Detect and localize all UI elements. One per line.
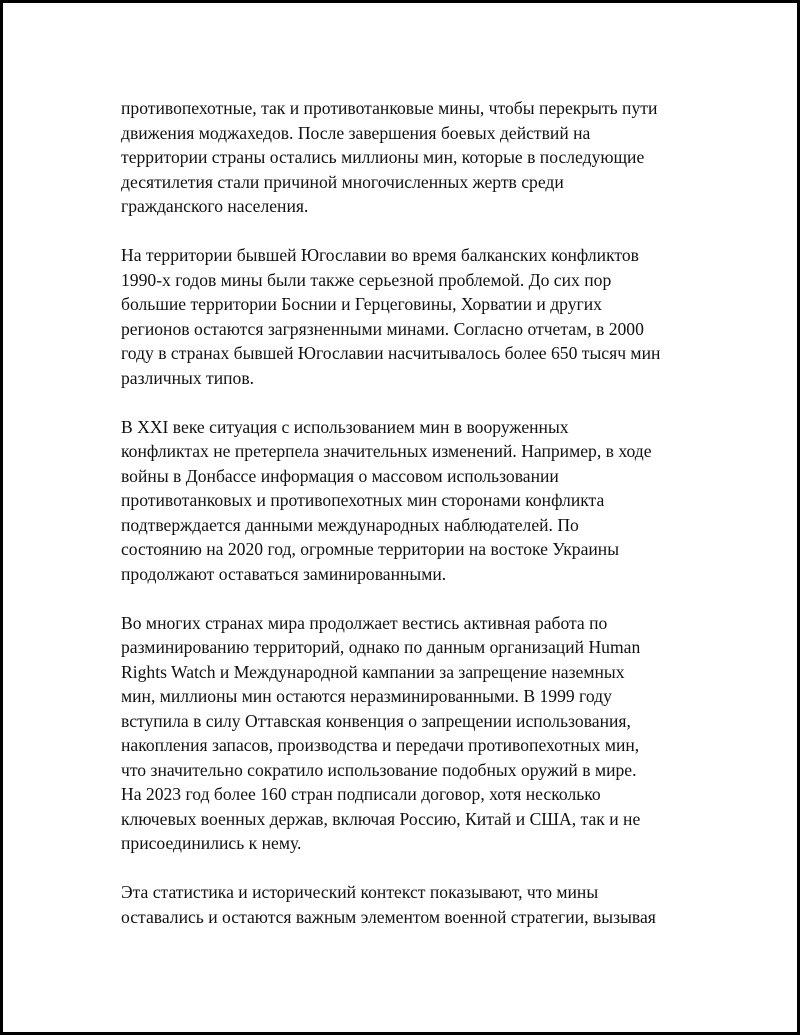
paragraph-yugoslavia-mines: На территории бывшей Югославии во время балканских конфликтов 1990-х годов мины были также серьезной проблемой. До сих пор большие территории Боснии и Герцеговины, Хорватии и других регионов остаются загрязненными минами. Согласно отчетам, в 2000 году в странах бывшей Югославии насчитывалось более 650 тысяч мин различных типов. <box>121 245 661 388</box>
page-body-text <box>121 96 691 954</box>
paragraph-demining-ottawa-convention: Во многих странах мира продолжает вестись активная работа по разминированию территорий, однако по данным организаций Human Rights Watch и Международной кампании за запрещение наземных мин, миллионы мин остаются неразминированными. В 1999 году вступила в силу Оттавская конвенция о запрещении использования, накопления запасов, производства и передачи противопехотных мин, что значительно сократило использование подобных оружий в мире. На 2023 год более 160 стран подписали договор, хотя несколько ключевых военных держав, включая Россию, Китай и США, так и не присоединились к нему. <box>121 612 641 853</box>
paragraph-afghanistan-mines: противопехотные, так и противотанковые мины, чтобы перекрыть пути движения моджахедов. После завершения боевых действий на территории страны остались миллионы мин, которые в последующие десятилетия стали причиной многочисленных жертв среди гражданского населения. <box>121 98 658 216</box>
paragraph-statistics-conclusion: Эта статистика и исторический контекст показывают, что мины оставались и остаются важным элементом военной стратегии, вызывая <box>121 882 656 927</box>
paragraph-21st-century-mines: В XXI веке ситуация с использованием мин в вооруженных конфликтах не претерпела значительных изменений. Например, в ходе войны в Донбассе информация о массовом использовании противотанковых и противопехотных мин сторонами конфликта подтверждается данными международных наблюдателей. По состоянию на 2020 год, огромные территории на востоке Украины продолжают оставаться заминированными. <box>121 416 652 584</box>
